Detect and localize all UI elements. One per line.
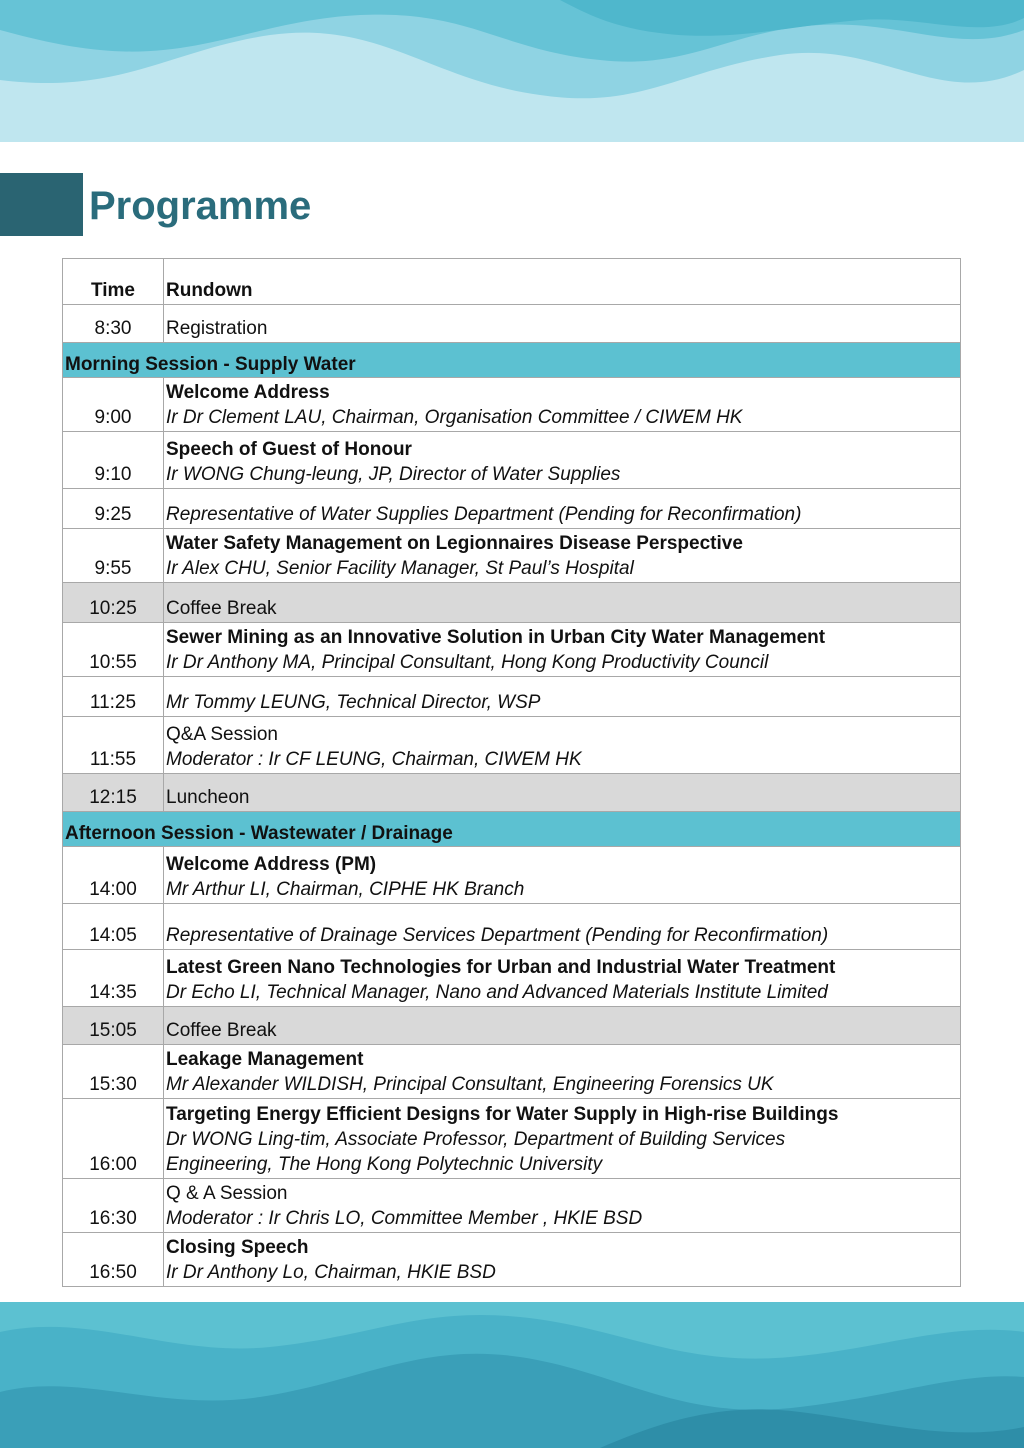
table-row xyxy=(63,847,961,904)
table-row xyxy=(63,774,961,812)
speaker-line: Ir Alex CHU, Senior Facility Manager, St Paul’s Hospital xyxy=(166,558,634,579)
header-time: Time xyxy=(63,259,164,305)
speaker-line: Ir Dr Clement LAU, Chairman, Organisation Committee / CIWEM HK xyxy=(166,407,743,428)
top-wave-banner xyxy=(0,0,1024,142)
time-cell: 16:50 xyxy=(63,1233,164,1287)
speaker-line: Ir WONG Chung-leung, JP, Director of Water Supplies xyxy=(166,464,621,485)
rundown-cell xyxy=(164,847,961,904)
time-cell: 11:25 xyxy=(63,677,164,717)
speaker-line: Representative of Drainage Services Department (Pending for Reconfirmation) xyxy=(166,925,829,946)
time-cell: 9:25 xyxy=(63,489,164,529)
topic-title: Latest Green Nano Technologies for Urban and Industrial Water Treatment xyxy=(166,957,836,978)
table-row xyxy=(63,1233,961,1287)
topic-title: Leakage Management xyxy=(166,1049,364,1070)
rundown-cell xyxy=(164,904,961,950)
rundown-cell xyxy=(164,717,961,774)
table-row xyxy=(63,1045,961,1099)
rundown-text: Q&A Session xyxy=(166,724,278,745)
table-row xyxy=(63,717,961,774)
session-title: Morning Session - Supply Water xyxy=(63,343,961,378)
time-cell: 10:25 xyxy=(63,583,164,623)
title-accent-block xyxy=(0,173,83,236)
session-header-row xyxy=(63,812,961,847)
speaker-line: Mr Arthur LI, Chairman, CIPHE HK Branch xyxy=(166,879,525,900)
speaker-line: Mr Tommy LEUNG, Technical Director, WSP xyxy=(166,692,541,713)
time-cell: 10:55 xyxy=(63,623,164,677)
topic-title: Water Safety Management on Legionnaires Disease Perspective xyxy=(166,533,743,554)
table-row xyxy=(63,305,961,343)
table-row xyxy=(63,1007,961,1045)
rundown-cell xyxy=(164,1179,961,1233)
rundown-text: Q & A Session xyxy=(166,1183,288,1204)
table-row xyxy=(63,904,961,950)
time-cell: 9:55 xyxy=(63,529,164,583)
topic-title: Sewer Mining as an Innovative Solution in Urban City Water Management xyxy=(166,627,826,648)
time-cell: 14:05 xyxy=(63,904,164,950)
topic-title: Welcome Address (PM) xyxy=(166,854,377,875)
time-cell: 9:10 xyxy=(63,432,164,489)
speaker-line: Moderator : Ir CF LEUNG, Chairman, CIWEM HK xyxy=(166,749,582,770)
time-cell: 14:35 xyxy=(63,950,164,1007)
rundown-cell xyxy=(164,305,961,343)
rundown-cell xyxy=(164,1099,961,1179)
time-cell: 15:05 xyxy=(63,1007,164,1045)
table-header-row xyxy=(63,259,961,305)
rundown-text: Coffee Break xyxy=(166,1020,277,1041)
topic-title: Targeting Energy Efficient Designs for Water Supply in High-rise Buildings xyxy=(166,1104,839,1125)
time-cell: 15:30 xyxy=(63,1045,164,1099)
time-cell: 14:00 xyxy=(63,847,164,904)
rundown-cell xyxy=(164,950,961,1007)
table-row xyxy=(63,378,961,432)
programme-table xyxy=(62,258,961,1287)
rundown-text: Luncheon xyxy=(166,787,250,808)
speaker-line: Dr WONG Ling-tim, Associate Professor, Department of Building Services xyxy=(166,1129,786,1150)
page-title: Programme xyxy=(89,184,312,228)
rundown-cell xyxy=(164,774,961,812)
time-cell: 8:30 xyxy=(63,305,164,343)
time-cell: 16:30 xyxy=(63,1179,164,1233)
rundown-cell xyxy=(164,1045,961,1099)
table-row xyxy=(63,1099,961,1179)
time-cell: 16:00 xyxy=(63,1099,164,1179)
time-cell: 11:55 xyxy=(63,717,164,774)
table-row xyxy=(63,677,961,717)
rundown-cell xyxy=(164,378,961,432)
rundown-cell xyxy=(164,432,961,489)
rundown-text: Registration xyxy=(166,318,268,339)
topic-title: Welcome Address xyxy=(166,382,330,403)
topic-title: Closing Speech xyxy=(166,1237,309,1258)
table-row xyxy=(63,529,961,583)
rundown-cell xyxy=(164,1233,961,1287)
table-row xyxy=(63,950,961,1007)
table-row xyxy=(63,489,961,529)
table-row xyxy=(63,1179,961,1233)
header-rundown: Rundown xyxy=(164,259,961,305)
table-row xyxy=(63,583,961,623)
table-row xyxy=(63,432,961,489)
speaker-line: Moderator : Ir Chris LO, Committee Member , HKIE BSD xyxy=(166,1208,643,1229)
rundown-text: Coffee Break xyxy=(166,598,277,619)
session-title: Afternoon Session - Wastewater / Drainage xyxy=(63,812,961,847)
speaker-line: Ir Dr Anthony MA, Principal Consultant, Hong Kong Productivity Council xyxy=(166,652,769,673)
session-header-row xyxy=(63,343,961,378)
speaker-line: Dr Echo LI, Technical Manager, Nano and Advanced Materials Institute Limited xyxy=(166,982,828,1003)
time-cell: 9:00 xyxy=(63,378,164,432)
rundown-cell xyxy=(164,623,961,677)
time-cell: 12:15 xyxy=(63,774,164,812)
speaker-line: Ir Dr Anthony Lo, Chairman, HKIE BSD xyxy=(166,1262,496,1283)
table-row xyxy=(63,623,961,677)
speaker-line: Representative of Water Supplies Department (Pending for Reconfirmation) xyxy=(166,504,802,525)
speaker-line: Engineering, The Hong Kong Polytechnic University xyxy=(166,1154,603,1175)
rundown-cell xyxy=(164,677,961,717)
rundown-cell xyxy=(164,583,961,623)
rundown-cell xyxy=(164,489,961,529)
bottom-wave-banner xyxy=(0,1302,1024,1448)
speaker-line: Mr Alexander WILDISH, Principal Consultant, Engineering Forensics UK xyxy=(166,1074,774,1095)
rundown-cell xyxy=(164,1007,961,1045)
rundown-cell xyxy=(164,529,961,583)
topic-title: Speech of Guest of Honour xyxy=(166,439,412,460)
